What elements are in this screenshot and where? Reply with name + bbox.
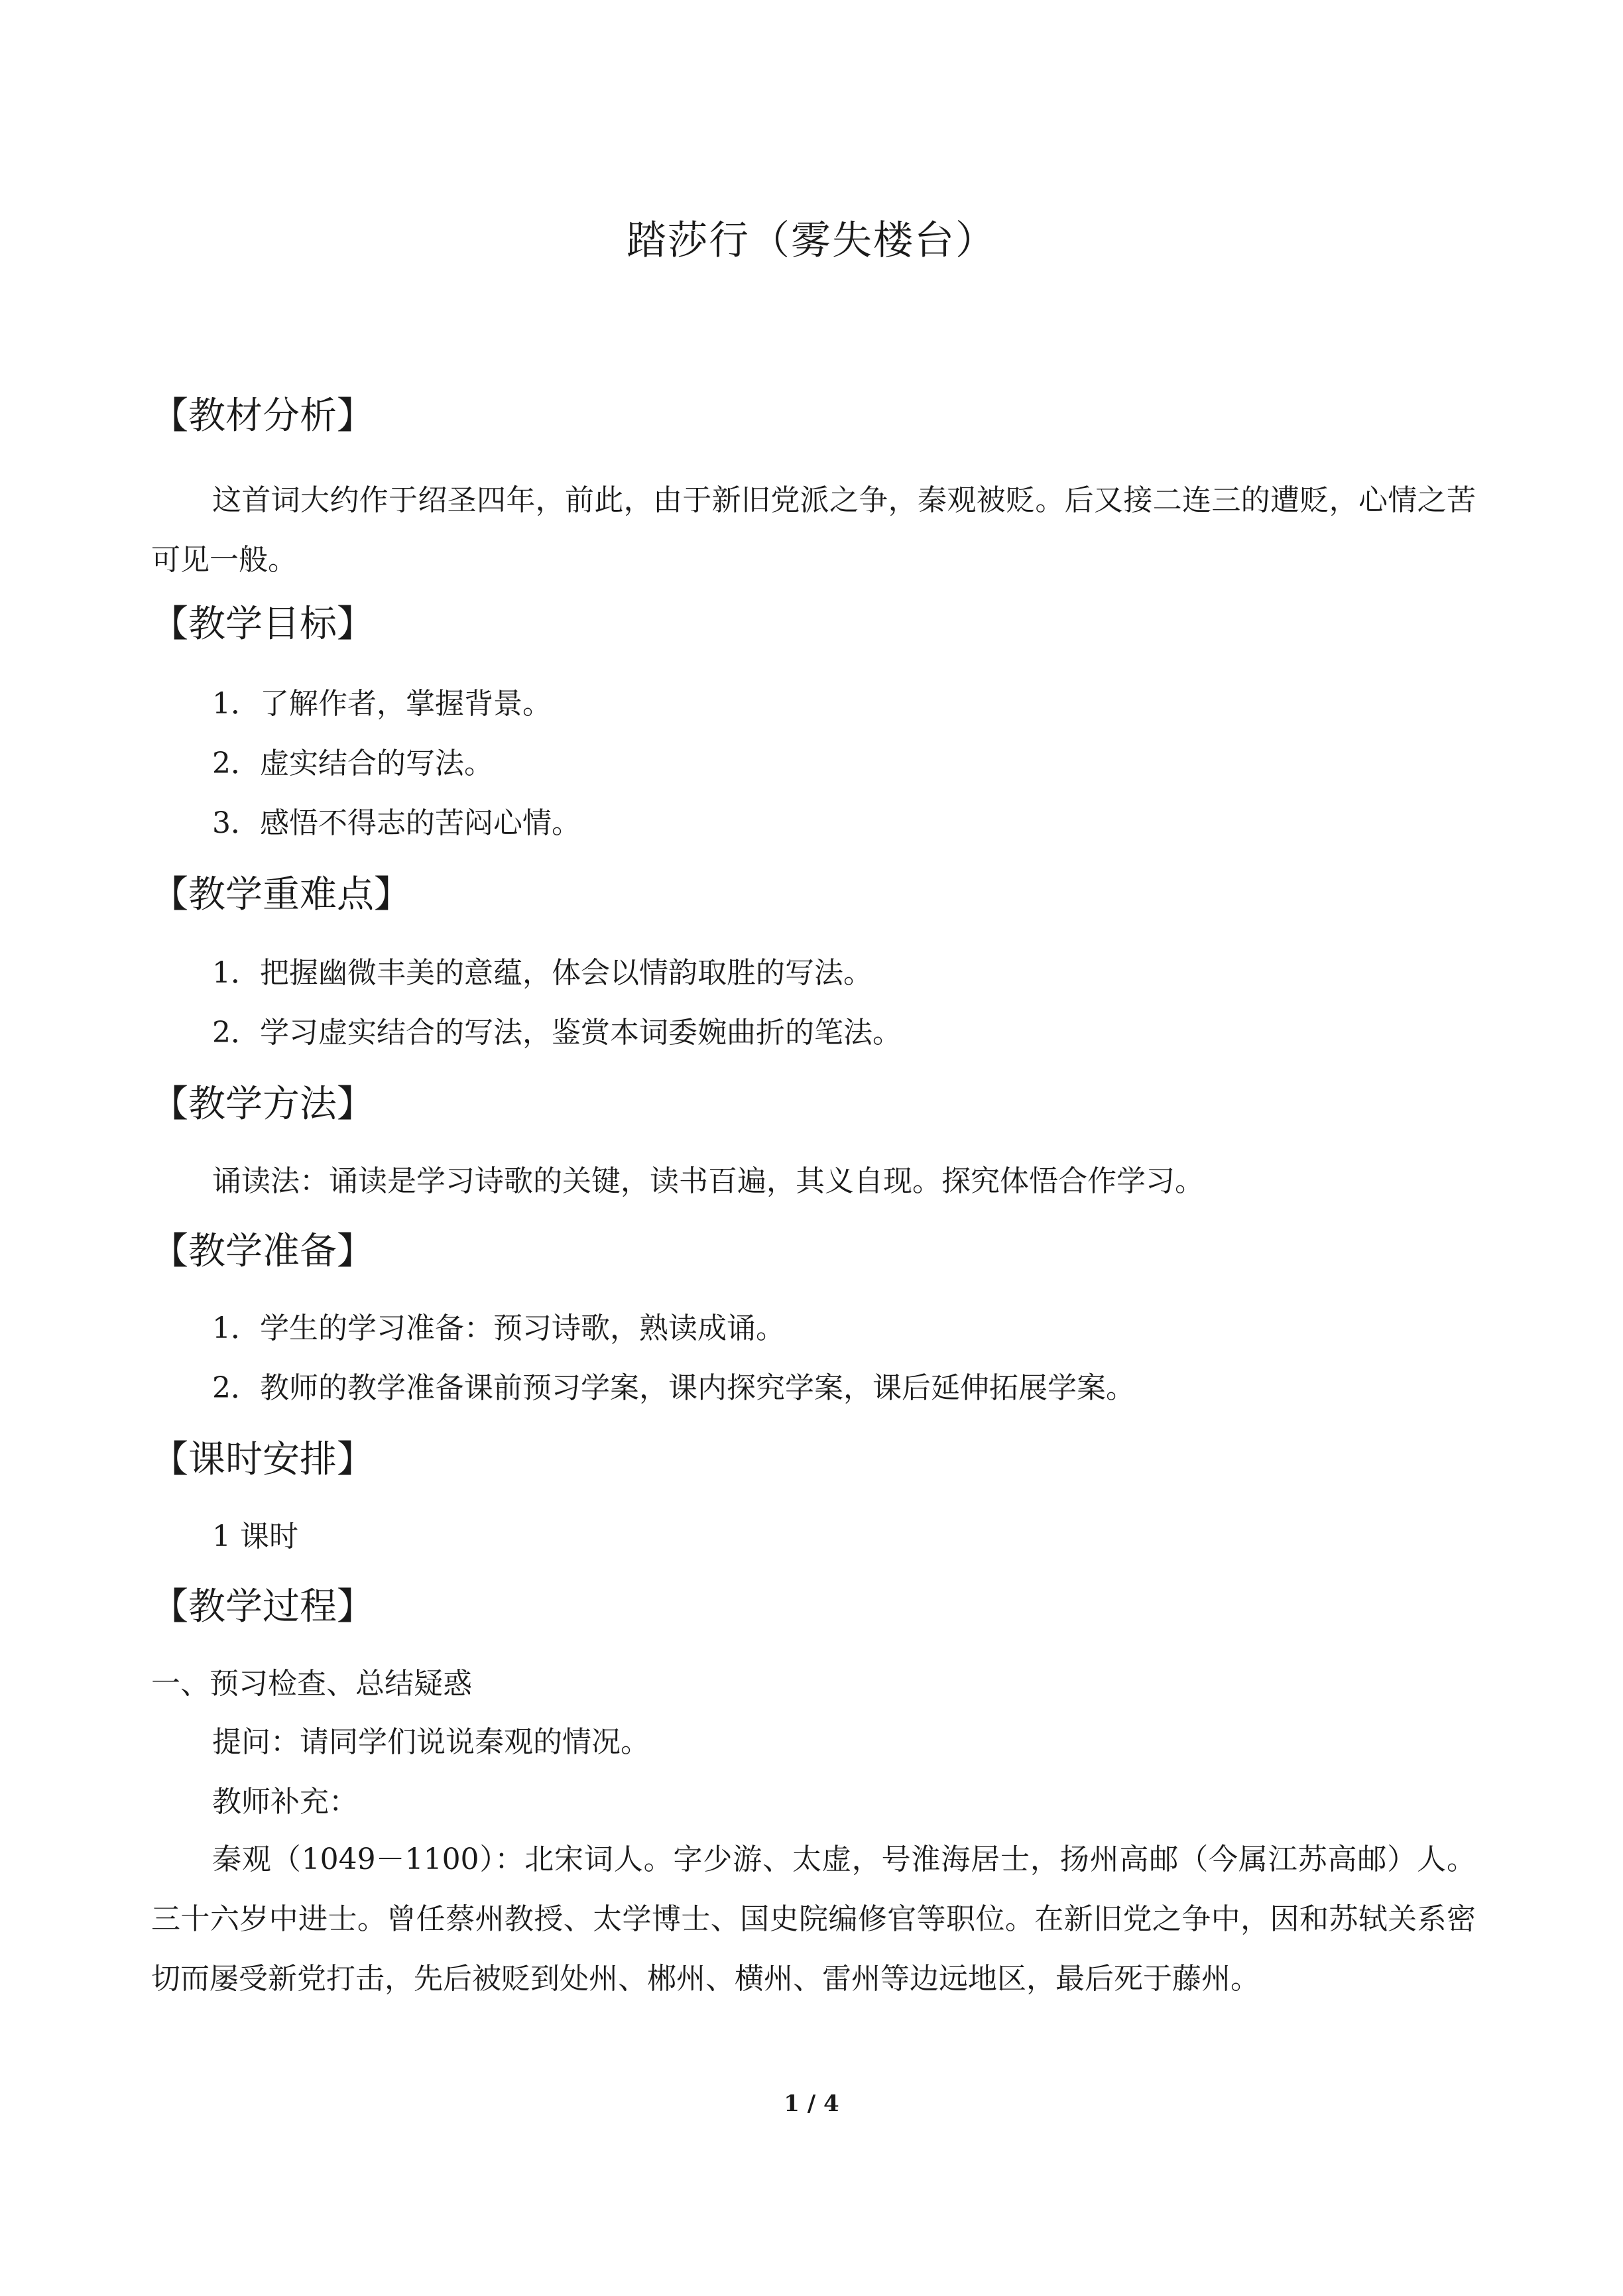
goal-item-1: 1．了解作者，掌握背景。	[212, 687, 552, 721]
heading-goals: 【教学目标】	[151, 603, 374, 646]
preparation-item-1: 1．学生的学习准备：预习诗歌，熟读成诵。	[212, 1311, 785, 1345]
analysis-text: 这首词大约作于绍圣四年，前此，由于新旧党派之争，秦观被贬。后又接二连三的遭贬，心情之苦可见一般。	[151, 483, 1476, 577]
heading-process: 【教学过程】	[151, 1585, 374, 1628]
methods-text: 诵读法：诵读是学习诗歌的关键，读书百遍，其义自现。探究体悟合作学习。	[212, 1164, 1204, 1198]
heading-schedule: 【课时安排】	[151, 1438, 374, 1481]
page-number: 1 / 4	[784, 2090, 839, 2117]
author-bio: 秦观（1049－1100）：北宋词人。字少游、太虚，号淮海居士，扬州高邮（今属江苏高邮）人。三十六岁中进士。曾任蔡州教授、太学博士、国史院编修官等职位。在新旧党之争中，因和苏轼关系密切而屡受新党打击，先后被贬到处州、郴州、横州、雷州等边远地区，最后死于藤州。	[151, 1843, 1476, 1996]
process-question: 提问：请同学们说说秦观的情况。	[212, 1725, 650, 1759]
schedule-text: 1 课时	[212, 1520, 298, 1553]
goal-item-2: 2．虚实结合的写法。	[212, 747, 493, 780]
heading-preparation: 【教学准备】	[151, 1230, 374, 1273]
key-point-item-1: 1．把握幽微丰美的意蕴，体会以情韵取胜的写法。	[212, 956, 872, 990]
heading-key-points: 【教学重难点】	[151, 873, 411, 916]
goal-item-3: 3．感悟不得志的苦闷心情。	[212, 806, 581, 840]
process-supplement: 教师补充：	[212, 1785, 358, 1819]
heading-analysis: 【教材分析】	[151, 394, 374, 438]
key-point-item-2: 2．学习虚实结合的写法，鉴赏本词委婉曲折的笔法。	[212, 1016, 902, 1050]
heading-methods: 【教学方法】	[151, 1083, 374, 1126]
process-step-1: 一、预习检查、总结疑惑	[151, 1667, 472, 1701]
page-title: 踏莎行（雾失楼台）	[627, 217, 996, 264]
preparation-item-2: 2．教师的教学准备课前预习学案，课内探究学案，课后延伸拓展学案。	[212, 1371, 1135, 1405]
